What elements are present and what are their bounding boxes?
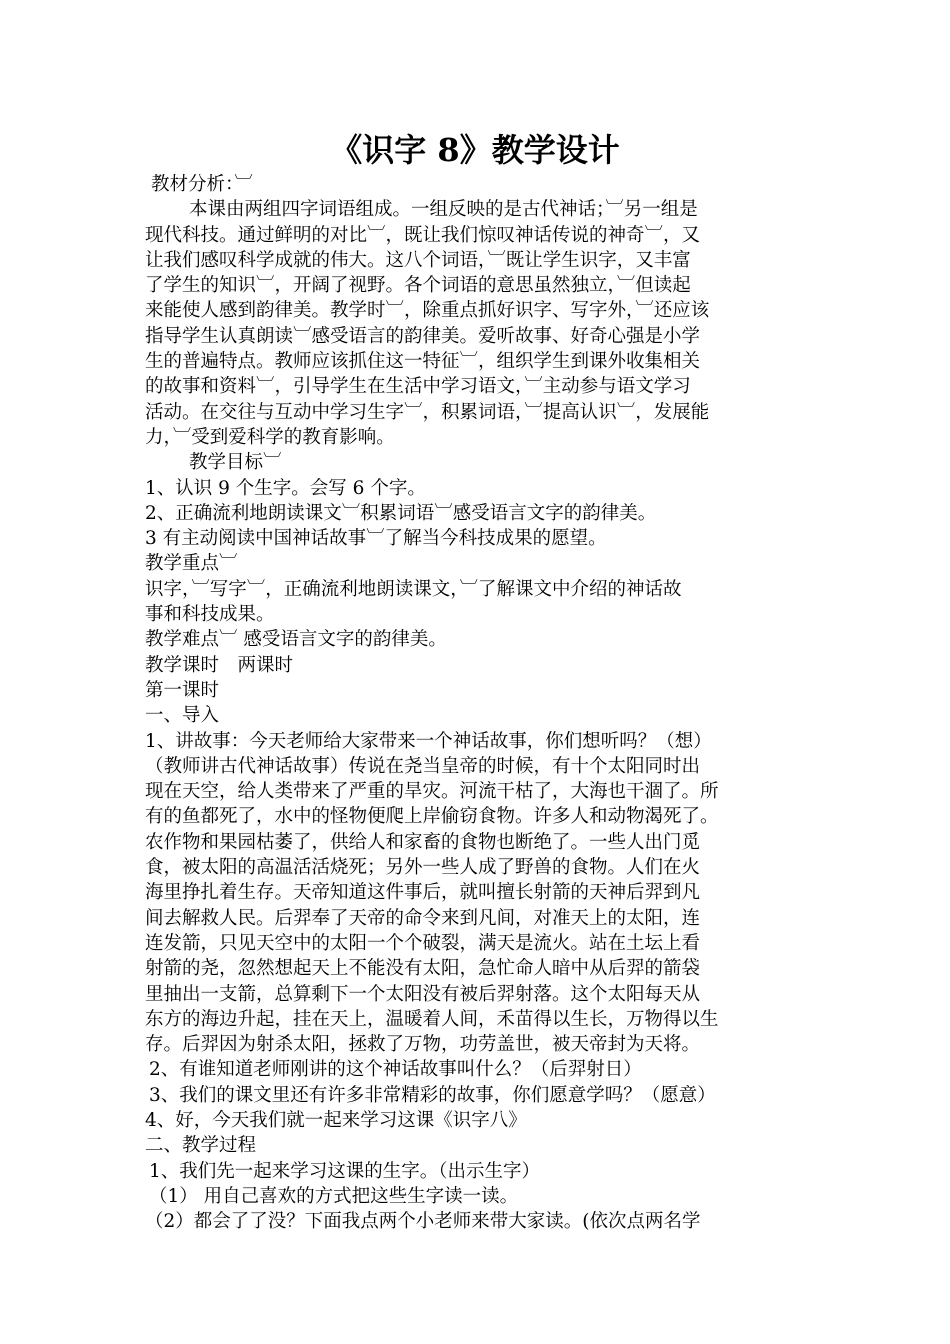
list-item: （1） 用自己喜欢的方式把这些生字读一读。	[149, 1185, 519, 1207]
paragraph-line: 来能使人感到韵律美。教学时︺，除重点抓好识字、写字外，︺还应该	[145, 300, 710, 322]
paragraph-line: 指导学生认真朗读︺感受语言的韵律美。爱听故事、好奇心强是小学	[145, 325, 701, 347]
paragraph-line: 识字，︺写字︺，正确流利地朗读课文，︺了解课文中介绍的神话故	[145, 578, 682, 600]
paragraph-line: 海里挣扎着生存。天帝知道这件事后，就叫擅长射箭的天神后羿到凡	[145, 882, 701, 904]
list-item: （2）都会了了没？下面我点两个小老师来带大家读。(依次点两名学	[145, 1211, 701, 1233]
paragraph-line: 事和科技成果。	[145, 604, 275, 626]
paragraph-line: 食，被太阳的高温活活烧死；另外一些人成了野兽的食物。人们在火	[145, 857, 701, 879]
paragraph-line: 东方的海边升起，挂在天上，温暖着人间，禾苗得以生长，万物得以生	[145, 1008, 719, 1030]
paragraph-line: 本课由两组四字词语组成。一组反映的是古代神话；︺另一组是	[189, 199, 698, 221]
list-item: 2、正确流利地朗读课文︺积累词语︺感受语言文字的韵律美。	[145, 502, 657, 524]
paragraph-line: 农作物和果园枯萎了，供给人和家畜的食物也断绝了。一些人出门觅	[145, 831, 701, 853]
list-item: 3、我们的课文里还有许多非常精彩的故事，你们愿意学吗？（愿意）	[149, 1084, 716, 1106]
section-heading: 教学重点︺	[145, 553, 238, 575]
section-heading: 一、导入	[145, 705, 220, 727]
paragraph-line: 现代科技。通过鲜明的对比︺，既让我们惊叹神话传说的神奇︺，又	[145, 224, 701, 246]
paragraph-line: 里抽出一支箭，总算剩下一个太阳没有被后羿射落。这个太阳每天从	[145, 983, 701, 1005]
paragraph-line: （教师讲古代神话故事）传说在尧当皇帝的时候，有十个太阳同时出	[145, 755, 701, 777]
section-heading: 教材分析：︺	[151, 174, 253, 195]
section-heading: 教学难点︺ 感受语言文字的韵律美。	[145, 629, 447, 651]
paragraph-line: 了学生的知识︺，开阔了视野。各个词语的意思虽然独立，︺但读起	[145, 275, 691, 297]
document-body	[145, 172, 810, 1234]
paragraph-line: 力，︺受到爱科学的教育影响。	[145, 426, 395, 448]
document-title: 《识字 8》教学设计	[330, 131, 620, 169]
paragraph-line: 生的普遍特点。教师应该抓住这一特征︺，组织学生到课外收集相关	[145, 351, 701, 373]
paragraph-line: 的故事和资料︺，引导学生在生活中学习语文，︺主动参与语文学习	[145, 376, 691, 398]
list-item: 3 有主动阅读中国神话故事︺了解当今科技成果的愿望。	[145, 528, 607, 550]
paragraph-line: 连发箭，只见天空中的太阳一个个破裂，满天是流火。站在土坛上看	[145, 932, 701, 954]
list-item: 2、有谁知道老师刚讲的这个神话故事叫什么？（后羿射日）	[149, 1059, 642, 1081]
section-heading: 第一课时	[145, 679, 220, 701]
section-heading: 二、教学过程	[145, 1135, 257, 1157]
paragraph-line: 活动。在交往与互动中学习生字︺，积累词语，︺提高认识︺，发展能	[145, 401, 710, 423]
section-heading: 教学课时 两课时	[145, 654, 294, 676]
list-item: 4、好，今天我们就一起来学习这课《识字八》	[145, 1109, 527, 1131]
paragraph-line: 存。后羿因为射杀太阳，拯救了万物，功劳盖世，被天帝封为天将。	[145, 1034, 701, 1056]
paragraph-line: 射箭的尧，忽然想起天上不能没有太阳，急忙命人暗中从后羿的箭袋	[145, 958, 701, 980]
paragraph-line: 有的鱼都死了，水中的怪物便爬上岸偷窃食物。许多人和动物渴死了。	[145, 806, 719, 828]
paragraph-line: 现在天空，给人类带来了严重的旱灾。河流干枯了，大海也干涸了。所	[145, 781, 719, 803]
paragraph-line: 间去解救人民。后羿奉了天帝的命令来到凡间，对准天上的太阳，连	[145, 907, 701, 929]
list-item: 1、我们先一起来学习这课的生字。（出示生字）	[149, 1160, 541, 1182]
section-heading: 教学目标︺	[189, 452, 282, 474]
list-item: 1、认识 9 个生字。会写 6 个字。	[145, 477, 426, 499]
paragraph-line: 让我们感叹科学成就的伟大。这八个词语，︺既让学生识字，又丰富	[145, 249, 691, 271]
paragraph-line: 1、讲故事：今天老师给大家带来一个神话故事，你们想听吗？（想）	[145, 730, 712, 752]
